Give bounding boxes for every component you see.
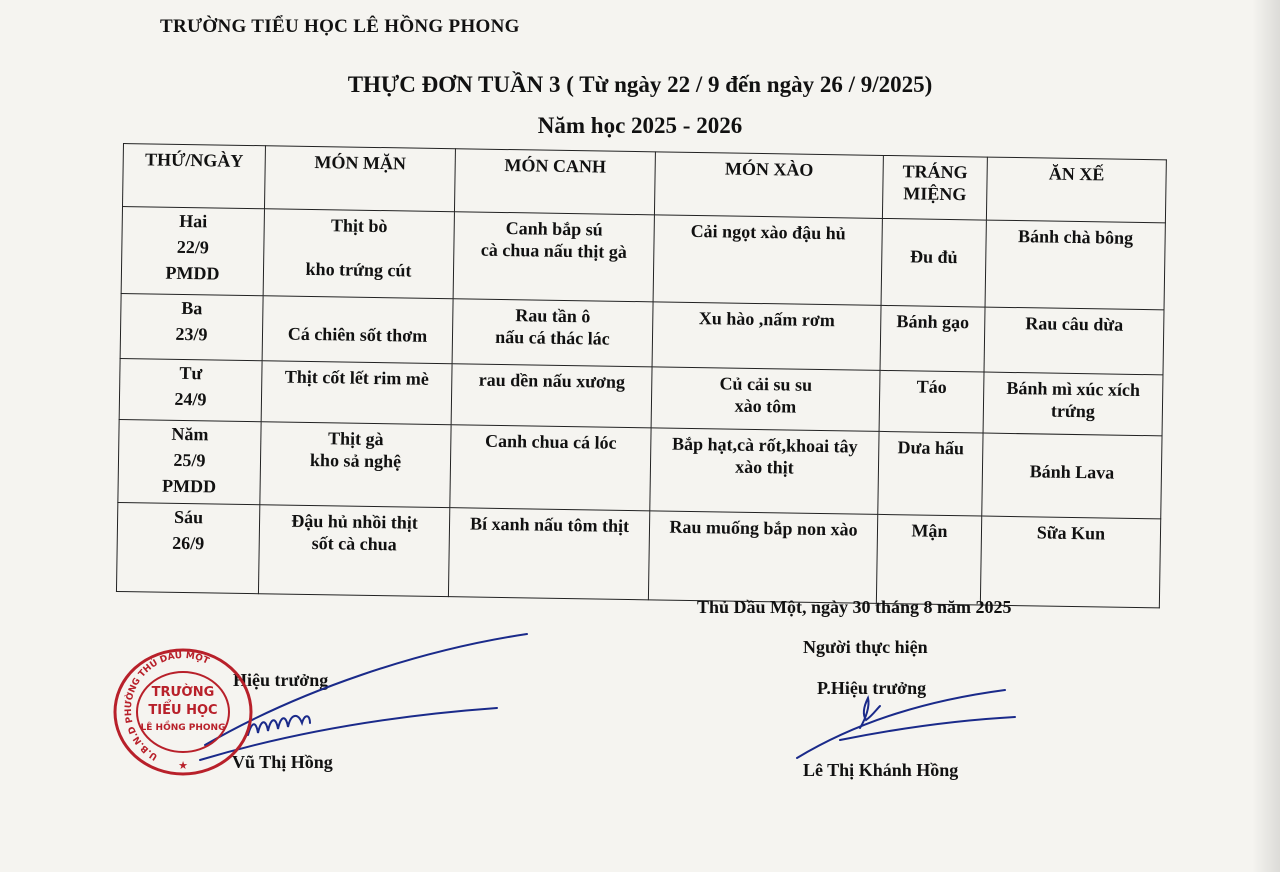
cell-stir-fry: Củ cải su su xào tôm [651,367,880,432]
col-header-soup: MÓN CANH [454,149,655,215]
table-row [121,207,1165,310]
cell-stir-fry: Bắp hạt,cà rốt,khoai tây xào thịt [650,428,879,515]
cell-snack: Sữa Kun [980,516,1160,608]
cell-main-dish: Thịt bò kho trứng cút [263,209,454,299]
col-header-main-dish: MÓN MẶN [264,146,455,212]
cell-day: Năm 25/9 PMDD [118,419,261,504]
school-name: TRƯỜNG TIỂU HỌC LÊ HỒNG PHONG [160,16,520,37]
cell-dessert: Mận [876,514,981,605]
col-header-dessert: TRÁNG MIỆNG [882,155,987,220]
svg-text:TRƯỜNG: TRƯỜNG [151,685,215,700]
issue-date-line: Thủ Dầu Một, ngày 30 tháng 8 năm 2025 [697,597,1012,617]
col-header-stir-fry: MÓN XÀO [654,152,883,219]
cell-day: Sáu 26/9 [116,502,259,593]
cell-main-dish: Thịt gà kho sả nghệ [260,422,451,508]
menu-title: THỰC ĐƠN TUẦN 3 ( Từ ngày 22 / 9 đến ngày 26 / 9/2025) [347,72,933,97]
vice-signature-line [840,717,1015,740]
school-seal-stamp [108,644,258,780]
cell-stir-fry: Cải ngọt xào đậu hủ [653,215,882,306]
cell-snack: Bánh chà bông [985,220,1165,310]
svg-text:★: ★ [178,759,188,772]
cell-day: Tư 24/9 [119,358,262,421]
cell-dessert: Bánh gạo [880,305,985,372]
vice-signature-scribble [860,698,880,728]
principal-name: Vũ Thị Hồng [232,752,333,772]
cell-main-dish: Thịt cốt lết rim mè [261,361,452,425]
svg-text:LÊ HỒNG PHONG: LÊ HỒNG PHONG [140,723,226,733]
school-year: Năm học 2025 - 2026 [537,113,743,138]
cell-dessert: Đu đủ [881,218,986,307]
cell-snack: Bánh Lava [982,433,1162,519]
cell-snack: Rau câu dừa [984,307,1164,375]
vice-signature-stroke [797,690,1005,758]
svg-text:TIỂU HỌC: TIỂU HỌC [148,703,218,718]
col-header-day: THỨ/NGÀY [123,144,266,209]
cell-dessert: Dưa hấu [878,431,983,516]
cell-soup: Canh bắp sú cà chua nấu thịt gà [453,212,654,302]
cell-soup: Bí xanh nấu tôm thịt [448,508,649,600]
cell-soup: Rau tần ô nấu cá thác lác [452,299,653,367]
col-header-snack: ĂN XẾ [986,157,1166,223]
maker-label: Người thực hiện [803,637,928,657]
cell-stir-fry: Rau muống bắp non xào [648,511,877,604]
cell-dessert: Táo [879,370,984,433]
weekly-menu-table [116,143,1167,608]
cell-main-dish: Đậu hủ nhồi thịt sốt cà chua [258,505,449,597]
vice-principal-name: Lê Thị Khánh Hồng [803,760,959,780]
cell-soup: rau dền nấu xương [451,364,652,428]
cell-soup: Canh chua cá lóc [450,425,651,511]
cell-snack: Bánh mì xúc xích trứng [983,372,1163,436]
vice-principal-title: P.Hiệu trưởng [817,678,927,698]
cell-main-dish: Cá chiên sốt thơm [262,296,453,364]
cell-day: Ba 23/9 [120,293,263,360]
svg-text:U.B.N.D PHƯỜNG THỦ DẦU MỘT: U.B.N.D PHƯỜNG THỦ DẦU MỘT [123,650,211,762]
principal-title: Hiệu trưởng [233,670,329,690]
table-row [116,502,1160,607]
cell-stir-fry: Xu hào ,nấm rơm [652,302,881,371]
cell-day: Hai 22/9 PMDD [121,207,264,296]
